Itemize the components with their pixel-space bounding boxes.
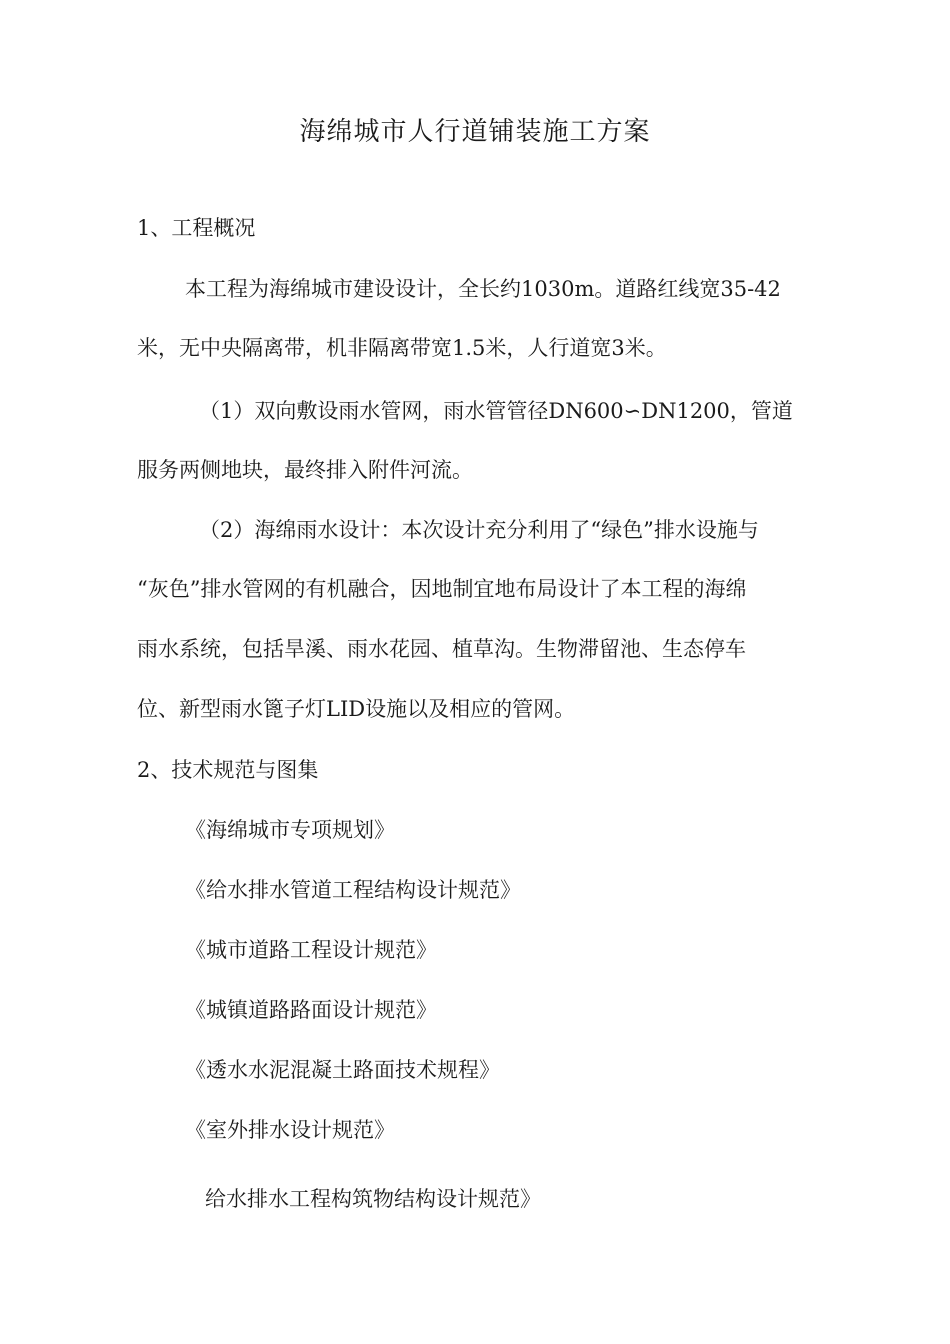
paragraph-line: 雨水系统，包括旱溪、雨水花园、植草沟。生物滞留池、生态停车	[137, 637, 746, 661]
reference-item: 《城镇道路路面设计规范》	[185, 998, 437, 1022]
paragraph-line: 本工程为海绵城市建设设计，全长约1030m。道路红线宽35-42	[185, 277, 781, 301]
paragraph-line: 米，无中央隔离带，机非隔离带宽1.5米，人行道宽3米。	[137, 336, 667, 360]
paragraph-line: （2）海绵雨水设计：本次设计充分利用了“绿色”排水设施与	[199, 518, 759, 542]
paragraph-line: “灰色”排水管网的有机融合，因地制宜地布局设计了本工程的海绵	[137, 577, 747, 601]
section-heading-overview: 1、工程概况	[137, 216, 256, 240]
document-title: 海绵城市人行道铺装施工方案	[299, 117, 651, 147]
paragraph-line: （1）双向敷设雨水管网，雨水管管径DN600∽DN1200，管道	[199, 399, 793, 423]
section-heading-standards: 2、技术规范与图集	[137, 758, 319, 782]
reference-item: 《海绵城市专项规划》	[185, 818, 395, 842]
reference-item: 《城市道路工程设计规范》	[185, 938, 437, 962]
reference-item: 给水排水工程构筑物结构设计规范》	[205, 1187, 541, 1211]
paragraph-line: 位、新型雨水篦子灯LID设施以及相应的管网。	[137, 697, 576, 721]
paragraph-line: 服务两侧地块，最终排入附件河流。	[137, 458, 473, 482]
reference-item: 《室外排水设计规范》	[185, 1118, 395, 1142]
reference-item: 《透水水泥混凝土路面技术规程》	[185, 1058, 500, 1082]
reference-item: 《给水排水管道工程结构设计规范》	[185, 878, 521, 902]
